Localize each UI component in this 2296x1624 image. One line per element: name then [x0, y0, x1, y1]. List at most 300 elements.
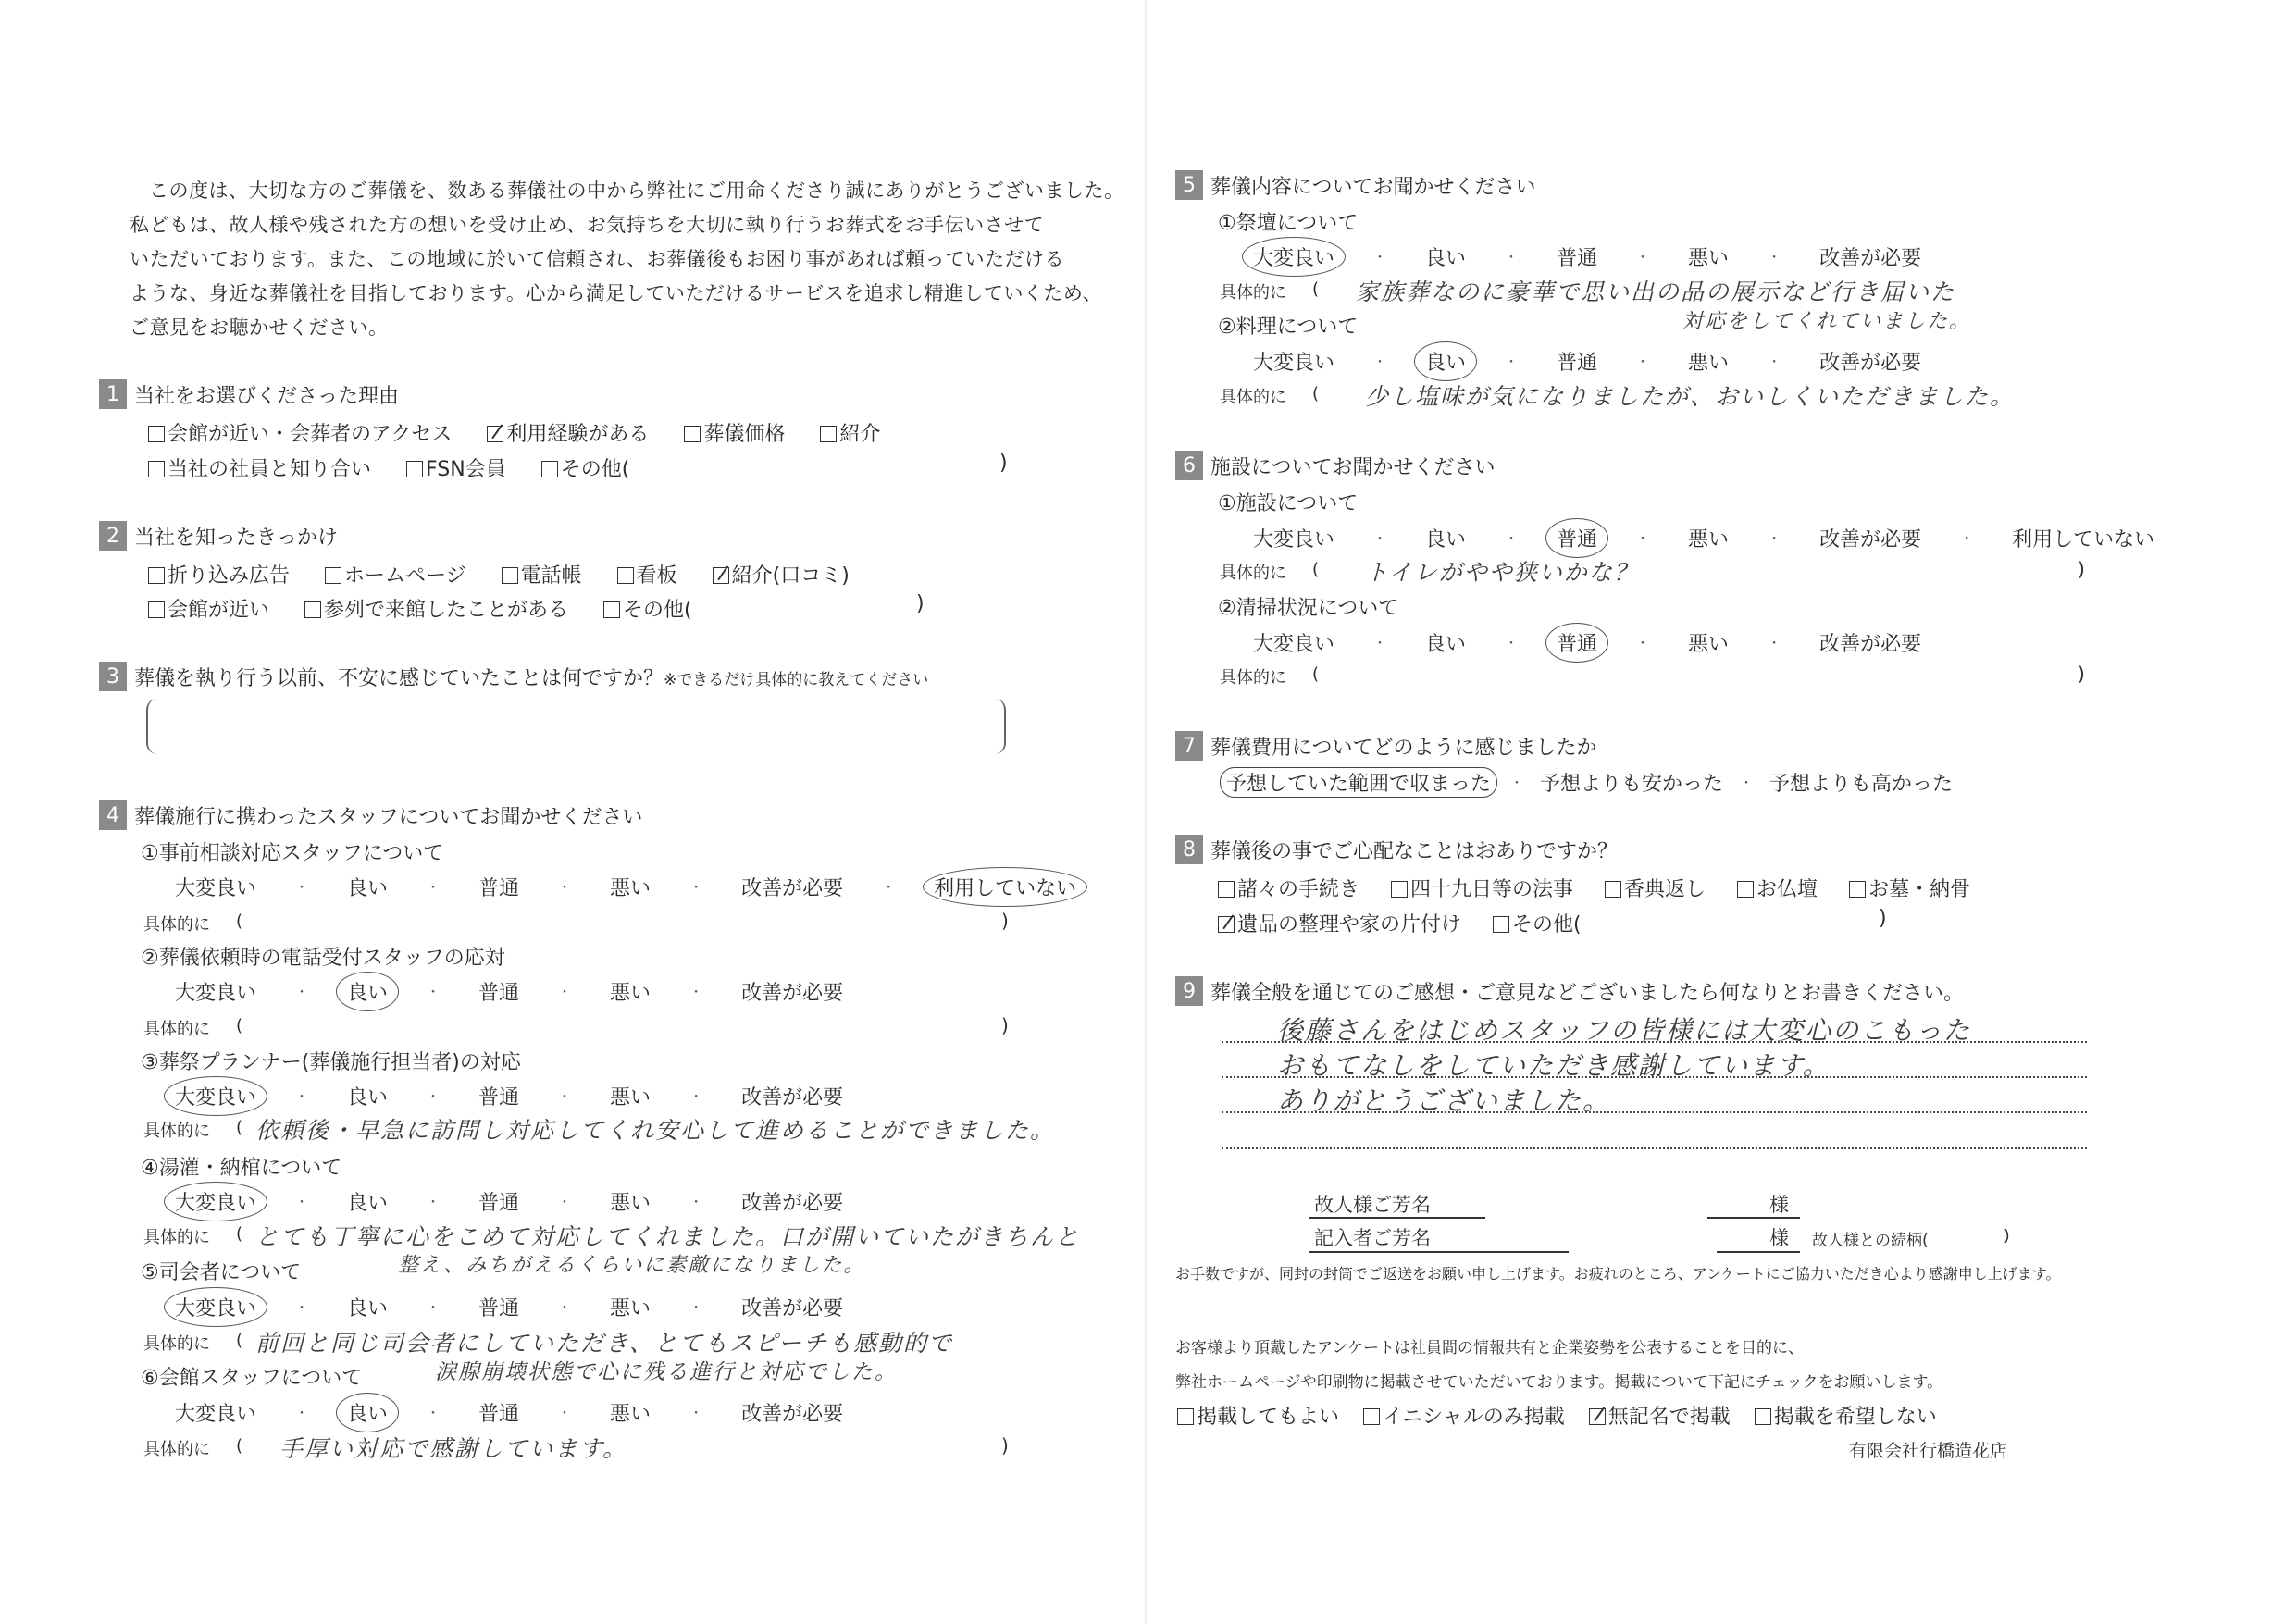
separator: ・ [1636, 531, 1650, 547]
publish-note: お客様より頂戴したアンケートは社員間の情報共有と企業姿勢を公表することを目的に、 [1175, 1339, 1804, 1357]
q3-answer-box[interactable] [146, 699, 1006, 754]
separator: ・ [1373, 531, 1387, 547]
checkbox-option[interactable] [148, 418, 452, 447]
checkbox-option[interactable] [1605, 874, 1706, 902]
separator: ・ [1505, 250, 1519, 266]
checkbox-icon[interactable] [1493, 916, 1509, 933]
q2-header [99, 521, 338, 551]
checkbox-label: 当社の社員と知り合い [168, 458, 372, 481]
checkbox-option[interactable] [1177, 1401, 1339, 1430]
checkbox-icon[interactable] [1737, 881, 1754, 898]
q4-item6-title: ⑥会館スタッフについて [141, 1367, 363, 1390]
separator: ・ [689, 1300, 703, 1316]
checkbox-checked-icon[interactable] [487, 426, 503, 442]
section-number-badge: 8 [1175, 835, 1203, 864]
section-number-badge: 2 [99, 521, 127, 551]
honorific: 様 [1769, 1227, 1789, 1249]
rating-option[interactable]: 改善が必要 [1819, 352, 1922, 375]
section-number-badge: 7 [1175, 731, 1203, 761]
checkbox-icon[interactable] [325, 567, 341, 584]
rating-option[interactable]: 悪い [610, 1297, 652, 1320]
checkbox-icon[interactable] [617, 567, 634, 584]
separator: ・ [295, 1089, 309, 1105]
handwritten-comment-continued[interactable]: 涙腺崩壊状態で心に残る進行と対応でした。 [435, 1360, 898, 1384]
rating-option[interactable]: 大変良い [1253, 633, 1335, 656]
separator: ・ [427, 985, 441, 1000]
rating-option[interactable]: 改善が必要 [1819, 528, 1922, 552]
separator: ・ [1373, 354, 1387, 370]
q1-title: 当社をお選びくださった理由 [134, 384, 400, 408]
q8-options-row2 [1218, 909, 1582, 937]
rating-option[interactable]: 悪い [610, 877, 652, 900]
separator: ・ [558, 1195, 572, 1210]
section-number-badge: 3 [99, 662, 127, 691]
close-paren: ) [1001, 910, 1009, 932]
q4-item4-detail [143, 1224, 1080, 1252]
rating-option[interactable]: 普通 [478, 1403, 520, 1426]
checkbox-option[interactable] [148, 453, 371, 482]
q4-item3-title: ③葬祭プランナー(葬儀施行担当者)の対応 [141, 1051, 521, 1074]
separator: ・ [1768, 636, 1781, 651]
separator: ・ [1636, 250, 1650, 266]
handwritten-feedback-line[interactable]: おもてなしをしていただき感謝しています。 [1277, 1050, 1831, 1081]
checkbox-icon[interactable] [502, 567, 518, 584]
handwritten-comment[interactable]: 少し塩味が気になりましたが、おいしくいただきました。 [1365, 383, 2016, 410]
q4-item2-rating [171, 977, 847, 1006]
section-number-badge: 1 [99, 379, 127, 409]
separator: ・ [295, 1406, 309, 1421]
q5-item2-detail [1220, 384, 2015, 412]
q5-header [1175, 170, 1536, 200]
detail-label: 具体的に [143, 1334, 210, 1354]
checkbox-label: 紹介 [839, 423, 881, 446]
q4-item4-rating [171, 1187, 847, 1216]
checkbox-label: FSN会員 [426, 458, 506, 481]
q1-options-row1 [148, 418, 880, 447]
q4-item2-detail [143, 1016, 242, 1040]
rating-option-selected[interactable]: 大変良い [171, 1082, 260, 1110]
rating-option[interactable]: 利用していない [2012, 528, 2155, 552]
close-paren: ) [1001, 1434, 1009, 1457]
checkbox-option[interactable] [148, 594, 269, 623]
rating-option[interactable]: 悪い [1688, 528, 1730, 552]
checkbox-option[interactable] [603, 594, 692, 623]
detail-label: 具体的に [1220, 564, 1286, 583]
q8-options-row1 [1218, 874, 1970, 902]
q5-item1-detail [1220, 279, 1955, 307]
open-paren: ( [1312, 384, 1320, 403]
checkbox-option[interactable] [541, 453, 630, 482]
checkbox-checked-icon[interactable] [1589, 1408, 1606, 1425]
separator: ・ [558, 1406, 572, 1421]
separator: ・ [1373, 636, 1387, 651]
section-number-badge: 5 [1175, 170, 1203, 200]
rating-option[interactable]: 改善が必要 [741, 1403, 844, 1426]
q3-header [99, 662, 928, 691]
intro-line: ような、身近な葬儀社を目指しております。心から満足していただけるサービスを追求し精進していくため、 [130, 282, 1102, 304]
separator: ・ [689, 985, 703, 1000]
detail-label: 具体的に [143, 1020, 210, 1039]
rating-option[interactable]: 改善が必要 [741, 877, 844, 900]
q7-option[interactable]: 予想よりも安かった [1540, 773, 1724, 796]
checkbox-icon[interactable] [1363, 1408, 1380, 1425]
separator: ・ [558, 985, 572, 1000]
checkbox-option[interactable] [304, 594, 568, 623]
separator: ・ [295, 1300, 309, 1316]
q5-item1-title: ①祭壇について [1218, 212, 1359, 235]
separator: ・ [1505, 531, 1519, 547]
q1-options-row2 [148, 453, 629, 482]
rating-option-selected[interactable]: 大変良い [1249, 242, 1338, 271]
checkbox-checked-icon[interactable] [713, 567, 729, 584]
separator: ・ [427, 880, 441, 896]
separator: ・ [1373, 250, 1387, 266]
checkbox-label: その他( [1512, 913, 1582, 936]
rating-option[interactable]: 普通 [478, 1297, 520, 1320]
checkbox-label: 香典返し [1624, 878, 1706, 901]
q5-item2-title: ②料理について [1218, 316, 1359, 339]
q4-item5-rating [171, 1293, 847, 1321]
rating-option[interactable]: 普通 [1557, 247, 1598, 270]
handwritten-comment[interactable]: 手厚い対応で感謝しています。 [279, 1435, 628, 1462]
relation-label: 故人様との続柄( [1812, 1232, 1929, 1250]
checkbox-label: 会館が近い・会葬者のアクセス [168, 423, 453, 446]
detail-label: 具体的に [1220, 668, 1286, 688]
separator: ・ [295, 985, 309, 1000]
checkbox-option[interactable] [406, 453, 506, 482]
publish-options [1177, 1401, 1937, 1430]
checkbox-icon[interactable] [1605, 881, 1621, 898]
q6-item2-detail [1220, 664, 1319, 688]
rating-option-selected[interactable]: 大変良い [171, 1293, 260, 1321]
checkbox-option[interactable] [713, 560, 850, 589]
checkbox-label: 看板 [636, 564, 677, 588]
rating-option-selected[interactable]: 利用していない [930, 873, 1080, 901]
separator: ・ [1740, 775, 1754, 791]
q6-item1-rating [1249, 524, 2158, 552]
separator: ・ [689, 1089, 703, 1105]
checkbox-icon[interactable] [684, 426, 701, 442]
separator: ・ [1636, 354, 1650, 370]
detail-label: 具体的に [143, 1122, 210, 1141]
rating-option[interactable]: 改善が必要 [741, 982, 844, 1005]
rating-option[interactable]: 良い [347, 1086, 389, 1110]
deceased-name-label: 故人様ご芳名 [1314, 1194, 1431, 1216]
checkbox-checked-icon[interactable] [1218, 916, 1235, 933]
q8-header [1175, 835, 1618, 864]
checkbox-option[interactable] [1391, 874, 1573, 902]
feedback-ruled-line [1222, 1041, 2087, 1043]
close-paren: ) [999, 452, 1008, 475]
intro-text [130, 174, 1124, 345]
checkbox-option[interactable] [1849, 874, 1970, 902]
rating-option[interactable]: 改善が必要 [741, 1297, 844, 1320]
q7-option-selected[interactable]: 予想していた範囲で収まった [1220, 767, 1497, 798]
q9-title: 葬儀全般を通じてのご感想・ご意見などございましたら何なりとお書きください。 [1210, 981, 1965, 1005]
q6-item2-title: ②清掃状況について [1218, 597, 1399, 620]
separator: ・ [427, 1089, 441, 1105]
separator: ・ [1505, 636, 1519, 651]
honorific: 様 [1769, 1194, 1789, 1216]
handwritten-comment-continued[interactable]: 対応をしてくれていました。 [1682, 310, 1972, 333]
close-paren: ) [2078, 663, 2085, 685]
checkbox-icon[interactable] [1218, 881, 1235, 898]
q5-item1-rating [1249, 242, 1925, 271]
detail-label: 具体的に [1220, 388, 1286, 407]
q8-title: 葬儀後の事でご心配なことはおありですか？ [1210, 839, 1619, 863]
separator: ・ [689, 880, 703, 896]
q4-item1-rating [171, 873, 1080, 901]
intro-line: この度は、大切な方のご葬儀を、数ある葬儀社の中から弊社にご用命くださり誠にありがとうございました。 [149, 180, 1124, 202]
rating-option[interactable]: 普通 [478, 1086, 520, 1110]
rating-option-selected[interactable]: 普通 [1553, 524, 1601, 552]
q4-item1-detail [143, 911, 242, 936]
q6-item1-title: ①施設について [1218, 492, 1359, 515]
q6-item2-rating [1249, 628, 1925, 657]
section-number-badge: 6 [1175, 451, 1203, 480]
separator: ・ [689, 1195, 703, 1210]
q4-item6-rating [171, 1398, 847, 1427]
rating-option[interactable]: 改善が必要 [1819, 633, 1922, 656]
checkbox-icon[interactable] [820, 426, 837, 442]
q4-item2-title: ②葬儀依頼時の電話受付スタッフの応対 [141, 947, 505, 970]
checkbox-label: お仏壇 [1756, 878, 1818, 901]
open-paren: ( [236, 1436, 243, 1456]
checkbox-option[interactable] [1737, 874, 1818, 902]
close-paren: ) [2078, 558, 2085, 580]
left-page [0, 0, 1145, 1624]
rating-option-selected[interactable]: 大変良い [171, 1187, 260, 1216]
handwritten-feedback-line[interactable]: 後藤さんをはじめスタッフの皆様には大変心のこもった [1277, 1015, 1972, 1046]
q4-item3-detail [143, 1118, 1055, 1146]
q7-header [1175, 731, 1597, 761]
checkbox-label: 紹介(口コミ) [731, 564, 850, 588]
checkbox-label: イニシャルのみ掲載 [1383, 1406, 1565, 1429]
checkbox-option[interactable] [502, 560, 582, 589]
separator: ・ [427, 1406, 441, 1421]
handwritten-comment[interactable]: 依頼後・早急に訪問し対応してくれ安心して進めることができました。 [255, 1117, 1056, 1144]
checkbox-option[interactable] [1755, 1401, 1937, 1430]
rating-option[interactable]: 改善が必要 [741, 1192, 844, 1215]
return-note: お手数ですが、同封の封筒でご返送をお願い申し上げます。お疲れのところ、アンケートにご協力いただき心より感謝申し上げます。 [1175, 1265, 2061, 1283]
checkbox-label: 掲載を希望しない [1773, 1406, 1937, 1429]
checkbox-label: 遺品の整理や家の片付け [1237, 913, 1462, 936]
rating-option[interactable]: 良い [347, 1297, 389, 1320]
rating-option-selected[interactable]: 普通 [1553, 628, 1601, 657]
checkbox-option[interactable] [1218, 874, 1359, 902]
rating-option[interactable]: 普通 [478, 1192, 520, 1215]
separator: ・ [558, 1089, 572, 1105]
checkbox-label: 折り込み広告 [168, 564, 291, 588]
rating-option[interactable]: 普通 [478, 982, 520, 1005]
writer-name-line-right [1717, 1251, 1800, 1253]
close-paren: ) [916, 592, 925, 615]
rating-option[interactable]: 大変良い [1253, 528, 1335, 552]
section-number-badge: 9 [1175, 976, 1203, 1006]
deceased-name-line[interactable] [1309, 1217, 1485, 1219]
checkbox-label: 四十九日等の法事 [1410, 878, 1574, 901]
feedback-ruled-line [1222, 1147, 2087, 1149]
q7-option[interactable]: 予想よりも高かった [1769, 773, 1954, 796]
open-paren: ( [236, 1224, 243, 1244]
rating-option[interactable]: 悪い [610, 1086, 652, 1110]
checkbox-label: 諸々の手続き [1237, 878, 1360, 901]
checkbox-icon[interactable] [148, 461, 165, 477]
separator: ・ [1636, 636, 1650, 651]
checkbox-option[interactable] [684, 418, 785, 447]
checkbox-label: 利用経験がある [506, 423, 650, 446]
rating-option[interactable]: 普通 [478, 877, 520, 900]
separator: ・ [558, 880, 572, 896]
rating-option[interactable]: 悪い [1688, 352, 1730, 375]
handwritten-comment[interactable]: トイレがやや狭いかな？ [1365, 559, 1639, 586]
publish-note: 弊社ホームページや印刷物に掲載させていただいております。掲載について下記にチェックをお願いします。 [1175, 1373, 1943, 1392]
checkbox-icon[interactable] [1849, 881, 1866, 898]
q2-title: 当社を知ったきっかけ [134, 526, 339, 550]
checkbox-label: その他( [560, 458, 630, 481]
checkbox-option[interactable] [1493, 909, 1582, 937]
checkbox-icon[interactable] [148, 567, 165, 584]
open-paren: ( [236, 1016, 243, 1035]
q5-item2-rating [1249, 347, 1925, 376]
q3-title [134, 663, 928, 691]
handwritten-comment[interactable]: 前回と同じ司会者にしていただき、とてもスピーチも感動的で [255, 1330, 954, 1357]
q2-options-row1 [148, 560, 850, 589]
open-paren: ( [1312, 560, 1320, 579]
checkbox-icon[interactable] [1391, 881, 1408, 898]
detail-label: 具体的に [143, 1228, 210, 1247]
checkbox-label: 葬儀価格 [703, 423, 786, 446]
separator: ・ [1505, 354, 1519, 370]
q3-title-text: 葬儀を執り行う以前、不安に感じていたことは何ですか？ [134, 666, 664, 690]
checkbox-icon[interactable] [406, 461, 423, 477]
open-paren: ( [1312, 664, 1320, 684]
q4-item4-title: ④湯灌・納棺について [141, 1157, 342, 1180]
checkbox-label: その他( [623, 599, 692, 622]
rating-option[interactable]: 大変良い [175, 1403, 257, 1426]
rating-option[interactable]: 改善が必要 [1819, 247, 1922, 270]
separator: ・ [1510, 775, 1524, 791]
rating-option[interactable]: 悪い [610, 982, 652, 1005]
feedback-ruled-line [1222, 1076, 2087, 1078]
q9-header [1175, 976, 1964, 1006]
detail-label: 具体的に [143, 1440, 210, 1459]
handwritten-feedback-line[interactable]: ありがとうございました。 [1277, 1085, 1611, 1116]
close-paren: ) [1879, 907, 1887, 930]
rating-option[interactable]: 大変良い [1253, 352, 1335, 375]
checkbox-icon[interactable] [541, 461, 558, 477]
rating-option[interactable]: 大変良い [175, 877, 257, 900]
q6-item1-detail [1220, 560, 1639, 588]
q4-item6-detail [143, 1436, 627, 1464]
checkbox-option[interactable] [617, 560, 677, 589]
checkbox-label: 掲載してもよい [1197, 1406, 1340, 1429]
checkbox-option[interactable] [1218, 909, 1461, 937]
rating-option[interactable]: 良い [347, 1192, 389, 1215]
checkbox-option[interactable] [1589, 1401, 1731, 1430]
checkbox-option[interactable] [325, 560, 466, 589]
checkbox-icon[interactable] [148, 426, 165, 442]
open-paren: ( [236, 911, 243, 931]
checkbox-option[interactable] [148, 560, 290, 589]
q1-header [99, 379, 399, 409]
separator: ・ [882, 880, 896, 896]
checkbox-label: 無記名で掲載 [1607, 1406, 1731, 1429]
checkbox-icon[interactable] [603, 601, 620, 618]
writer-name-label: 記入者ご芳名 [1314, 1227, 1431, 1249]
section-number-badge: 4 [99, 800, 127, 830]
intro-line: いただいております。また、この地域に於いて信頼され、お葬儀後もお困り事があれば頼っていただける [130, 248, 1065, 270]
checkbox-option[interactable] [487, 418, 649, 447]
separator: ・ [295, 1195, 309, 1210]
separator: ・ [427, 1195, 441, 1210]
q6-header [1175, 451, 1496, 480]
handwritten-comment-continued[interactable]: 整え、みちがえるくらいに素敵になりました。 [398, 1254, 866, 1277]
q4-header [99, 800, 642, 830]
rating-option[interactable]: 悪い [1688, 247, 1730, 270]
company-name: 有限会社行橋造花店 [1849, 1441, 2008, 1461]
rating-option[interactable]: 悪い [610, 1403, 652, 1426]
rating-option-selected[interactable]: 良い [343, 977, 391, 1006]
q4-item5-title: ⑤司会者について [141, 1261, 302, 1284]
rating-option[interactable]: 良い [1425, 633, 1467, 656]
checkbox-icon[interactable] [304, 601, 321, 618]
handwritten-comment[interactable]: とても丁寧に心をこめて対応してくれました。口が開いていたがきちんと [255, 1223, 1081, 1250]
rating-option[interactable]: 大変良い [175, 982, 257, 1005]
q4-title: 葬儀施行に携わったスタッフについてお聞かせください [134, 805, 643, 829]
open-paren: ( [236, 1331, 243, 1350]
detail-label: 具体的に [1220, 283, 1286, 303]
separator: ・ [558, 1300, 572, 1316]
rating-option[interactable]: 良い [1425, 528, 1467, 552]
q7-options [1220, 767, 1956, 798]
rating-option[interactable]: 良い [347, 877, 389, 900]
rating-option-selected[interactable]: 良い [1421, 347, 1470, 376]
writer-name-line[interactable] [1309, 1251, 1569, 1253]
checkbox-label: 会館が近い [168, 599, 270, 622]
rating-option[interactable]: 悪い [1688, 633, 1730, 656]
checkbox-option[interactable] [1363, 1401, 1565, 1430]
separator: ・ [1768, 250, 1781, 266]
relation-close-paren[interactable]: ) [2004, 1227, 2010, 1246]
checkbox-option[interactable] [820, 418, 880, 447]
q5-title: 葬儀内容についてお聞かせください [1210, 175, 1536, 199]
q7-title: 葬儀費用についてどのように感じましたか [1210, 736, 1597, 760]
checkbox-icon[interactable] [148, 601, 165, 618]
separator: ・ [295, 880, 309, 896]
open-paren: ( [1312, 279, 1320, 299]
separator: ・ [1960, 531, 1974, 547]
handwritten-comment[interactable]: 家族葬なのに豪華で思い出の品の展示など行き届いた [1356, 279, 1956, 305]
open-paren: ( [236, 1118, 243, 1137]
checkbox-label: 参列で来館したことがある [324, 599, 569, 622]
checkbox-icon[interactable] [1177, 1408, 1194, 1425]
feedback-ruled-line [1222, 1111, 2087, 1113]
rating-option[interactable]: 悪い [610, 1192, 652, 1215]
rating-option-selected[interactable]: 良い [343, 1398, 391, 1427]
detail-label: 具体的に [143, 915, 210, 935]
rating-option[interactable]: 普通 [1557, 352, 1598, 375]
checkbox-label: お墓・納骨 [1868, 878, 1971, 901]
rating-option[interactable]: 改善が必要 [741, 1086, 844, 1110]
checkbox-icon[interactable] [1755, 1408, 1771, 1425]
separator: ・ [1768, 354, 1781, 370]
intro-line: ご意見をお聴かせください。 [130, 316, 389, 339]
rating-option[interactable]: 良い [1425, 247, 1467, 270]
separator: ・ [1768, 531, 1781, 547]
intro-line: 私どもは、故人様や残された方の想いを受け止め、お気持ちを大切に執り行うお葬式をお手伝いさせて [130, 214, 1045, 236]
checkbox-label: 電話帳 [520, 564, 582, 588]
